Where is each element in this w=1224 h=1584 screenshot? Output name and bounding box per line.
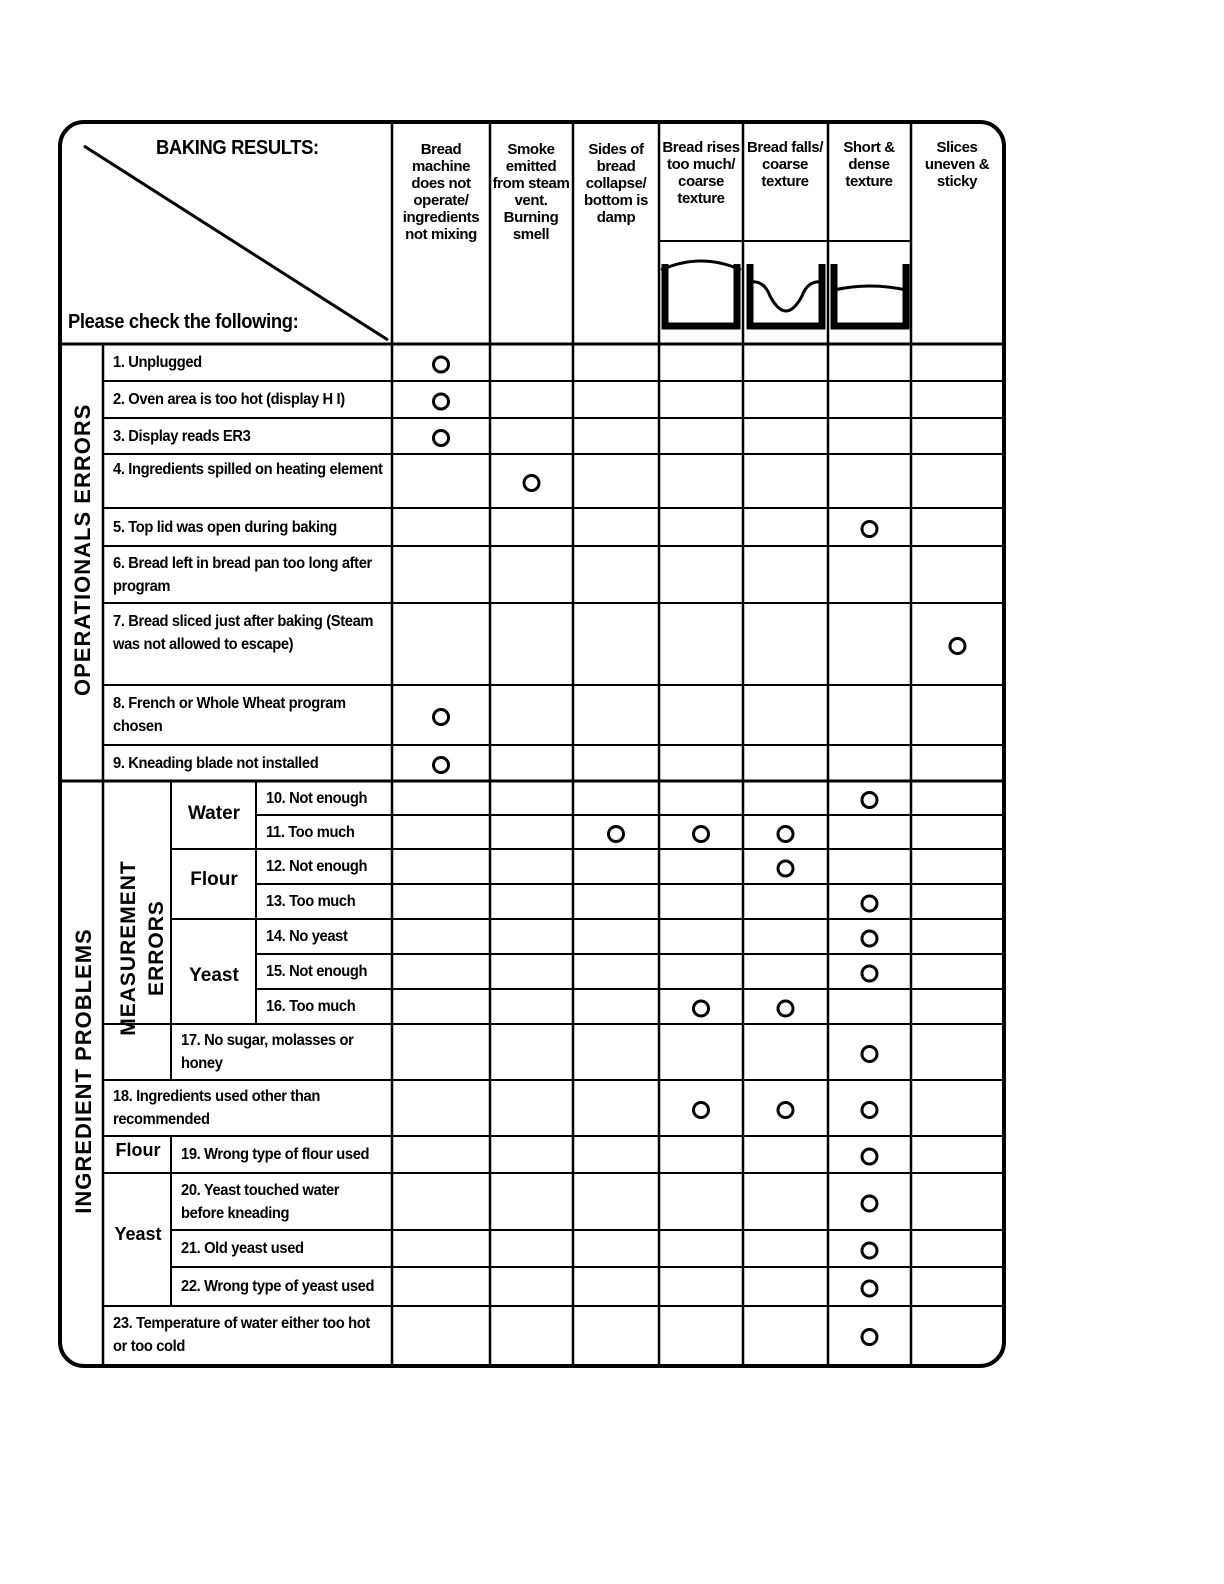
- row-label: 23. Temperature of water either too hot or too cold: [113, 1315, 370, 1355]
- bread-falls-icon: [750, 264, 822, 326]
- column-header-machine-not-operating: Bread machine does not operate/ ingredients not mixing: [402, 141, 480, 243]
- check-mark-circle: [694, 1103, 709, 1118]
- row-label: 13. Too much: [266, 893, 356, 910]
- column-header-smoke: Smoke emitted from steam vent. Burning smell: [492, 141, 570, 243]
- row-label: 3. Display reads ER3: [113, 427, 251, 445]
- column-header-sides-collapse: Sides of bread collapse/ bottom is damp: [584, 141, 648, 226]
- row-label: 5. Top lid was open during baking: [113, 518, 337, 536]
- check-mark-circle: [862, 793, 877, 808]
- check-mark-circle: [609, 827, 624, 842]
- section-measurement-errors: MEASUREMENT ERRORS: [117, 860, 168, 1036]
- short-dense-bread-icon: [834, 264, 906, 326]
- check-mark-circle: [778, 827, 793, 842]
- column-header-rises-too-much: Bread rises too much/ coarse texture: [662, 139, 740, 207]
- check-mark-circle: [862, 931, 877, 946]
- row-label: 17. No sugar, molasses or honey: [181, 1032, 354, 1072]
- check-mark-circle: [862, 522, 877, 537]
- check-mark-circle: [862, 1243, 877, 1258]
- row-label: 12. Not enough: [266, 858, 368, 875]
- check-mark-circle: [862, 1103, 877, 1118]
- section-ingredient-problems: INGREDIENT PROBLEMS: [71, 928, 96, 1214]
- check-mark-circle: [862, 1196, 877, 1211]
- check-mark-circle: [694, 827, 709, 842]
- check-mark-circle: [778, 861, 793, 876]
- check-mark-circle: [434, 394, 449, 409]
- row-label: 15. Not enough: [266, 963, 368, 980]
- check-mark-circle: [778, 1001, 793, 1016]
- check-mark-circle: [862, 966, 877, 981]
- group-flour-2: Flour: [115, 1140, 161, 1160]
- check-mark-circle: [434, 431, 449, 446]
- column-header-bread-falls: Bread falls/ coarse texture: [746, 139, 824, 190]
- row-label: 10. Not enough: [266, 789, 368, 807]
- check-mark-circle: [778, 1103, 793, 1118]
- check-mark-circle: [434, 710, 449, 725]
- check-mark-circle: [862, 1047, 877, 1062]
- row-label: 4. Ingredients spilled on heating element: [113, 461, 383, 478]
- group-flour: Flour: [190, 869, 238, 890]
- row-label: 20. Yeast touched water before kneading: [181, 1181, 340, 1222]
- check-mark-circle: [950, 639, 965, 654]
- row-label: 22. Wrong type of yeast used: [181, 1278, 375, 1295]
- check-mark-circle: [694, 1001, 709, 1016]
- row-label: 11. Too much: [266, 823, 355, 841]
- row-label: 9. Kneading blade not installed: [113, 754, 319, 772]
- check-mark-circle: [862, 1281, 877, 1296]
- row-label: 1. Unplugged: [113, 354, 202, 371]
- check-mark-circle: [862, 1149, 877, 1164]
- check-mark-circle: [434, 357, 449, 372]
- row-label: 16. Too much: [266, 998, 356, 1015]
- check-mark-circle: [434, 758, 449, 773]
- column-header-short-dense: Short & dense texture: [843, 139, 895, 190]
- row-label: 21. Old yeast used: [181, 1240, 304, 1257]
- row-label: 8. French or Whole Wheat program chosen: [113, 695, 346, 735]
- group-yeast-2: Yeast: [114, 1224, 162, 1244]
- row-label: 7. Bread sliced just after baking (Steam was not allowed to escape): [113, 612, 374, 653]
- baking-results-heading: BAKING RESULTS:: [156, 137, 319, 159]
- check-mark-circle: [862, 1330, 877, 1345]
- row-label: 14. No yeast: [266, 928, 348, 945]
- group-yeast: Yeast: [189, 965, 239, 986]
- row-label: 18. Ingredients used other than recommended: [113, 1088, 320, 1128]
- row-label: 2. Oven area is too hot (display H I): [113, 391, 345, 408]
- check-mark-circle: [862, 896, 877, 911]
- section-operational-errors: OPERATIONALS ERRORS: [70, 403, 95, 696]
- row-label: 6. Bread left in bread pan too long after program: [113, 554, 372, 595]
- column-header-slices-uneven: Slices uneven & sticky: [924, 139, 990, 190]
- bread-rises-too-much-icon: [661, 261, 741, 326]
- please-check-heading: Please check the following:: [68, 311, 299, 333]
- row-label: 19. Wrong type of flour used: [181, 1146, 370, 1163]
- group-water: Water: [187, 803, 241, 824]
- check-mark-circle: [524, 476, 539, 491]
